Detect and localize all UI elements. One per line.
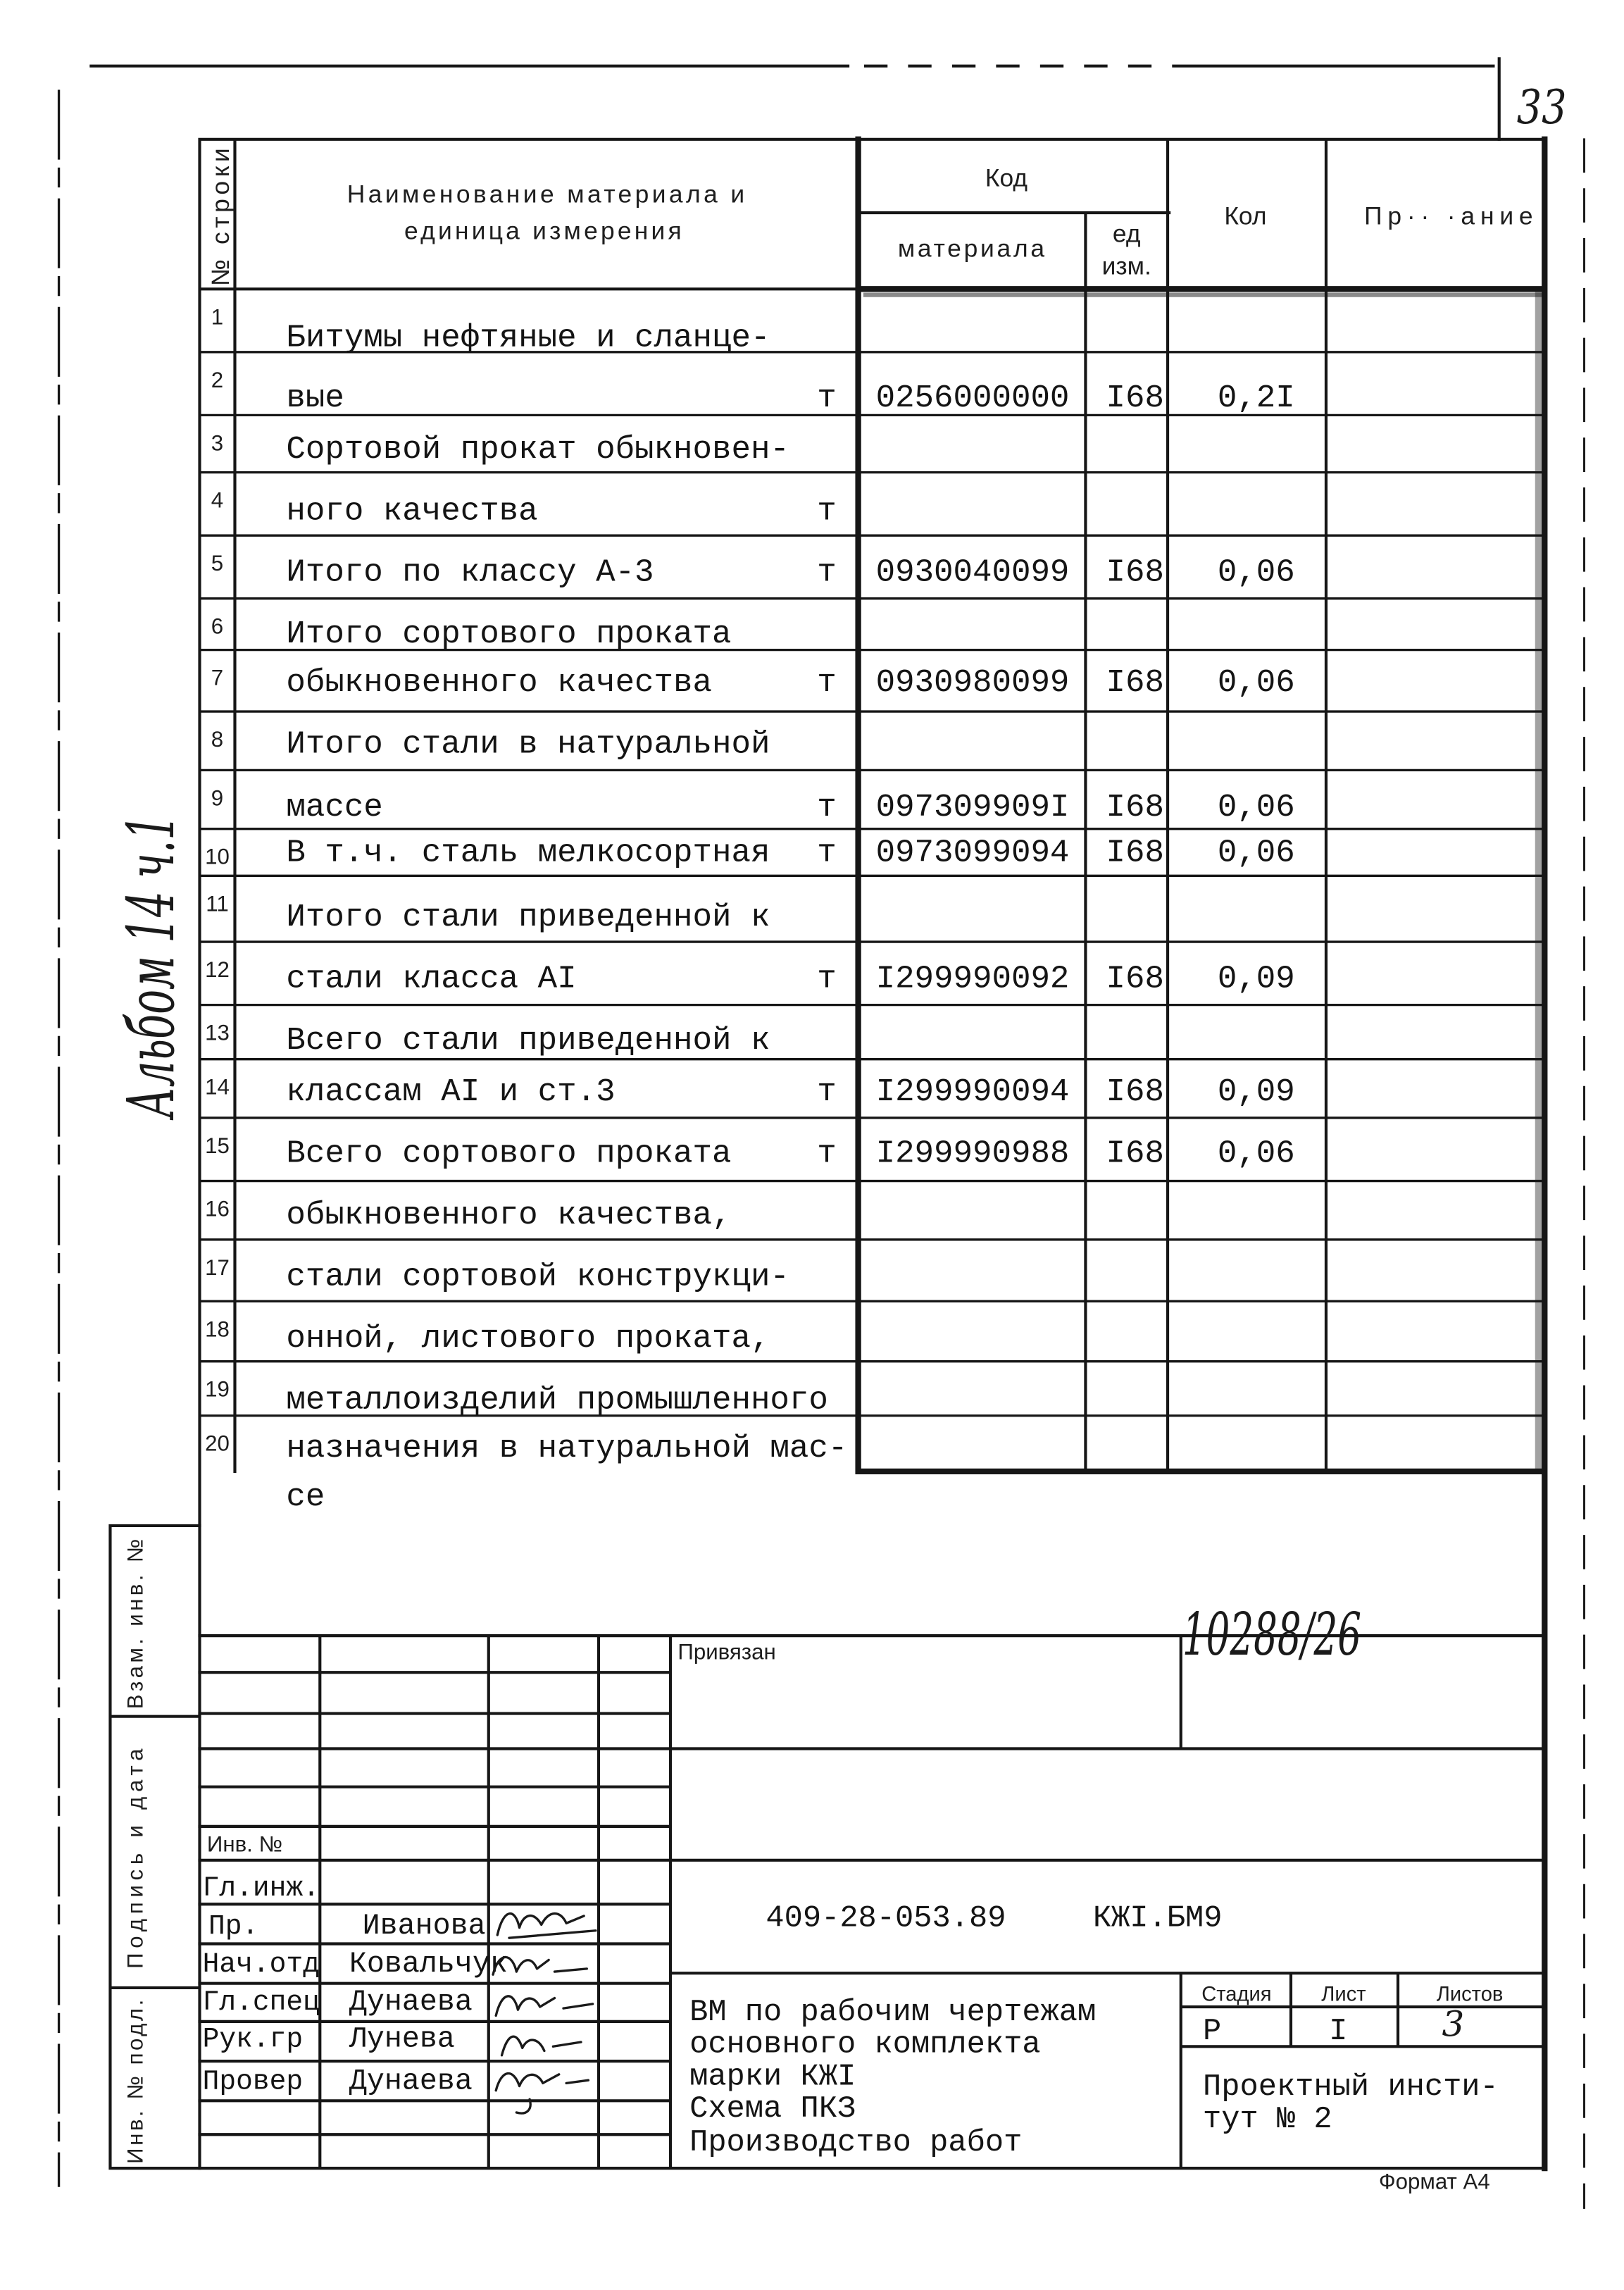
materials-table xyxy=(199,139,1544,2168)
row-number: 14 xyxy=(205,1074,230,1100)
side-strip xyxy=(123,1539,147,2164)
quantity: 0,06 xyxy=(1217,1135,1295,1172)
quantity: 0,06 xyxy=(1217,834,1295,871)
side-label-orig-inv: Инв. № подл. xyxy=(123,1999,148,2164)
document-code: 409-28-053.89 xyxy=(766,1901,1006,1936)
material-name: стали сортовой конструкци- xyxy=(286,1258,789,1295)
row-number: 12 xyxy=(205,957,230,983)
table-rows xyxy=(205,304,1295,1467)
document-mark: КЖI.БМ9 xyxy=(1092,1901,1223,1936)
document-description xyxy=(689,1996,1096,2160)
quantity: 0,09 xyxy=(1217,960,1295,997)
unit-of-measure: т xyxy=(817,492,837,530)
signature-dunaeva xyxy=(496,1996,592,2016)
unit-code: I68 xyxy=(1106,788,1165,826)
material-name: стали класса АI xyxy=(286,960,577,997)
row-number: 7 xyxy=(211,665,224,690)
description-line: Схема ПКЗ xyxy=(689,2092,856,2127)
page-number: 33 xyxy=(1516,79,1567,135)
signature-ivanova xyxy=(497,1914,596,1939)
material-code: 0930040099 xyxy=(875,554,1070,591)
material-name: массе xyxy=(286,788,383,826)
header-material-unit: единица измерения xyxy=(404,216,682,245)
signatory-role: Гл.инж. xyxy=(202,1872,320,1904)
material-name: назначения в натуральной мас- xyxy=(286,1430,848,1467)
side-label-signature-date: Подпись и дата xyxy=(123,1748,148,1969)
material-name: Итого стали в натуральной xyxy=(286,726,770,763)
material-code: 0973099094 xyxy=(875,834,1070,871)
signatory-role: Пр. xyxy=(208,1910,259,1942)
material-code: 0256000000 xyxy=(875,379,1070,416)
material-name: классам АI и ст.3 xyxy=(286,1073,616,1110)
description-line: ВМ по рабочим чертежам xyxy=(689,1995,1097,2030)
description-line: марки КЖI xyxy=(689,2060,856,2095)
unit-code: I68 xyxy=(1106,960,1165,997)
organization-line: тут № 2 xyxy=(1203,2102,1332,2137)
sheets-value: 3 xyxy=(1442,2003,1465,2045)
signatory-name: Дунаева xyxy=(349,1985,473,2020)
material-code: 097309909I xyxy=(875,788,1070,826)
unit-of-measure: т xyxy=(817,379,837,416)
quantity: 0,06 xyxy=(1217,554,1295,591)
signatories xyxy=(203,1872,508,2098)
quantity: 0,09 xyxy=(1217,1073,1295,1110)
row-number: 16 xyxy=(205,1196,230,1221)
attached-label: Привязан xyxy=(677,1639,776,1664)
header-unit-code-1: ед xyxy=(1112,219,1141,248)
side-label-replaced-inv: Взам. инв. № xyxy=(123,1538,148,1710)
signatory-name: Ковальчук xyxy=(349,1947,508,1981)
material-name: Битумы нефтяные и сланце- xyxy=(286,319,770,356)
header-row-number: № строки xyxy=(206,148,235,287)
signatory-name: Иванова xyxy=(362,1908,486,1943)
material-name: Итого стали приведенной к xyxy=(286,899,770,936)
row-number: 5 xyxy=(211,551,224,576)
row-number: 1 xyxy=(211,304,224,330)
material-name: вые xyxy=(286,379,344,416)
quantity: 0,06 xyxy=(1217,664,1295,701)
signature-dunaeva-check xyxy=(496,2073,588,2113)
inv-label: Инв. № xyxy=(206,1831,283,1857)
header-code-material: материала xyxy=(897,234,1045,263)
row-number: 6 xyxy=(211,614,224,639)
material-name: обыкновенного качества, xyxy=(286,1196,732,1233)
unit-of-measure: т xyxy=(817,554,837,591)
unit-of-measure: т xyxy=(817,664,837,701)
description-line: Производство работ xyxy=(689,2126,1023,2161)
unit-of-measure: т xyxy=(817,960,837,997)
row-number: 2 xyxy=(211,367,224,392)
material-name: Сортовой прокат обыкновен- xyxy=(286,430,789,468)
signatory-role: Провер xyxy=(202,2065,304,2098)
unit-of-measure: т xyxy=(817,1073,837,1110)
organization-line: Проектный инсти- xyxy=(1203,2070,1499,2105)
sheet-value: I xyxy=(1329,2014,1348,2049)
material-name: В т.ч. сталь мелкосортная xyxy=(286,834,770,871)
quantity: 0,06 xyxy=(1217,788,1295,826)
material-name: онной, листового проката, xyxy=(286,1319,770,1357)
unit-code: I68 xyxy=(1106,554,1165,591)
stage-label: Стадия xyxy=(1201,1983,1272,2006)
signatory-name: Дунаева xyxy=(349,2064,473,2098)
description-line: основного комплекта xyxy=(689,2027,1041,2062)
material-name: Всего стали приведенной к xyxy=(286,1022,770,1059)
sheets-label: Листов xyxy=(1436,1983,1504,2006)
unit-code: I68 xyxy=(1106,1135,1165,1172)
stage-value: Р xyxy=(1203,2014,1222,2049)
sheet-label: Лист xyxy=(1321,1983,1366,2006)
continuation-text: се xyxy=(286,1478,325,1515)
material-name: Итого сортового проката xyxy=(286,616,732,653)
material-name: Итого по классу А-3 xyxy=(286,554,654,591)
material-name: обыкновенного качества xyxy=(286,664,712,701)
row-number: 13 xyxy=(205,1020,230,1045)
header-material-name: Наименование материала и xyxy=(346,180,745,209)
header-code: Код xyxy=(985,163,1028,192)
row-number: 20 xyxy=(205,1431,230,1456)
unit-code: I68 xyxy=(1106,1073,1165,1110)
row-number: 15 xyxy=(205,1133,230,1158)
header-unit-code-2: изм. xyxy=(1101,251,1151,280)
signature-luneva xyxy=(502,2036,581,2055)
row-number: 3 xyxy=(211,430,224,456)
unit-of-measure: т xyxy=(817,788,837,826)
row-number: 10 xyxy=(205,844,230,869)
album-note: Альбом 14 ч.1 xyxy=(113,636,189,1118)
header-quantity: Кол xyxy=(1224,201,1267,230)
unit-of-measure: т xyxy=(817,1135,837,1172)
header-note: Пр·· ·ание xyxy=(1364,201,1533,230)
signatory-role: Гл.спец xyxy=(202,1986,320,2019)
row-number: 11 xyxy=(206,891,229,916)
material-name: ного качества xyxy=(286,492,538,530)
material-name: Всего сортового проката xyxy=(286,1135,732,1172)
unit-code: I68 xyxy=(1106,664,1165,701)
row-number: 17 xyxy=(205,1255,230,1280)
row-number: 4 xyxy=(211,487,224,513)
quantity: 0,2I xyxy=(1217,379,1295,416)
signatory-role: Рук.гр xyxy=(202,2023,304,2055)
material-code: I299990092 xyxy=(875,960,1070,997)
format-label: Формат А4 xyxy=(1378,2169,1490,2194)
unit-of-measure: т xyxy=(817,834,837,871)
signatory-role: Нач.отд xyxy=(202,1948,320,1981)
row-number: 18 xyxy=(205,1317,230,1342)
material-code: 0930980099 xyxy=(875,664,1070,701)
row-number: 8 xyxy=(211,727,224,752)
signatory-name: Лунева xyxy=(349,2022,455,2056)
table-header xyxy=(206,148,1532,286)
material-code: I299990988 xyxy=(875,1135,1070,1172)
unit-code: I68 xyxy=(1106,834,1165,871)
row-number: 19 xyxy=(205,1376,230,1402)
unit-code: I68 xyxy=(1106,379,1165,416)
material-code: I299990094 xyxy=(875,1073,1070,1110)
registration-number: 10288/26 xyxy=(1182,1600,1361,1669)
row-number: 9 xyxy=(211,785,224,811)
material-name: металлоизделий промышленного xyxy=(286,1381,828,1419)
